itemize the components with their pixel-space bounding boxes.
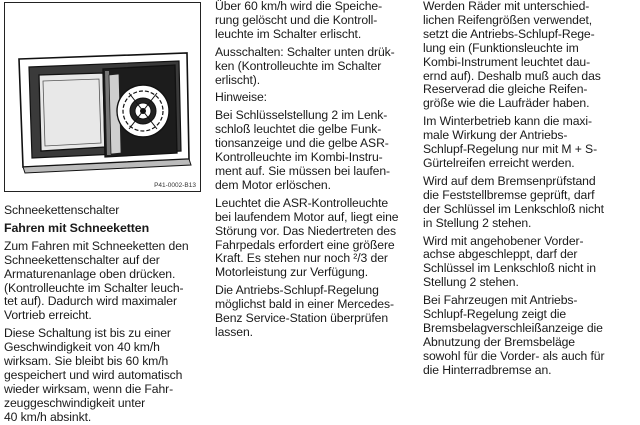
text-line: dem Motor erlöschen. bbox=[215, 177, 331, 192]
paragraph bbox=[215, 197, 415, 280]
text-line: achse abgeschleppt, darf der bbox=[423, 247, 578, 262]
notes-heading: Hinweise: bbox=[215, 90, 267, 105]
text-line: Schneekettenschalter auf der bbox=[4, 252, 160, 267]
figure-code: P41-0002-B13 bbox=[154, 182, 196, 189]
text-line: Vortrieb erreicht. bbox=[4, 308, 92, 323]
text-line: Störung vor. Das Niedertreten des bbox=[215, 223, 396, 238]
text-line: wieder wirksam, wenn die Fahr- bbox=[4, 381, 174, 396]
text-line: Über 60 km/h wird die Speiche- bbox=[215, 0, 383, 13]
text-line: Kraft. Es stehen nur noch ²/3 der bbox=[215, 251, 388, 266]
text-line: lung ein (Funktionsleuchte im bbox=[423, 40, 579, 55]
text-line: Abnutzung der Bremsbeläge bbox=[423, 334, 575, 349]
text-line: lassen. bbox=[215, 324, 253, 339]
text-line: ment auf. Sie müssen bei laufen- bbox=[215, 163, 390, 178]
text-line: Reserverad die gleiche Reifen- bbox=[423, 82, 588, 97]
paragraph bbox=[4, 327, 204, 424]
paragraph bbox=[423, 175, 637, 231]
column-middle bbox=[215, 0, 415, 340]
figure-caption: Schneekettenschalter bbox=[4, 203, 120, 217]
text-line: 40 km/h absinkt. bbox=[4, 409, 92, 424]
text-line: Fahrpedals erfordert eine größere bbox=[215, 237, 395, 252]
paragraph bbox=[4, 240, 204, 323]
snow-chain-switch-figure bbox=[4, 2, 201, 192]
paragraph bbox=[423, 294, 637, 377]
text-line: Schlüssel im Lenkschloß nicht in bbox=[423, 261, 596, 276]
text-line: ken (Kontrolleuchte im Schalter bbox=[215, 58, 382, 73]
text-line: male Wirkung der Antriebs- bbox=[423, 128, 568, 143]
text-line: leuchte im Schalter erlischt. bbox=[215, 26, 362, 41]
text-line: Armaturenanlage oben drücken. bbox=[4, 266, 176, 281]
paragraph bbox=[215, 46, 415, 88]
text-line: Wird mit angehobener Vorder- bbox=[423, 233, 584, 248]
text-line: Kontrolleuchte im Kombi-Instru- bbox=[215, 150, 383, 165]
text-line: lichen Reifengrößen verwendet, bbox=[423, 12, 593, 27]
text-line: Ausschalten: Schalter unten drük- bbox=[215, 44, 395, 59]
text-line: ernd auf). Deshalb muß auch das bbox=[423, 68, 601, 83]
snow-chain-switch-illustration bbox=[5, 3, 200, 191]
text-line: Benz Service-Station überprüfen bbox=[215, 311, 389, 326]
text-line: Schlupf-Regelung nur mit M + S- bbox=[423, 142, 598, 157]
paragraph bbox=[215, 91, 415, 105]
text-line: tet auf). Dadurch wird maximaler bbox=[4, 294, 177, 309]
text-line: sowohl für die Vorder- als auch für bbox=[423, 348, 605, 363]
text-line: möglichst bald in einer Mercedes- bbox=[215, 297, 394, 312]
snow-chain-tire-icon bbox=[117, 85, 169, 137]
text-line: bei laufendem Motor auf, liegt eine bbox=[215, 209, 399, 224]
column-left bbox=[4, 0, 204, 425]
text-line: erlischt). bbox=[215, 72, 261, 87]
text-line: größe wie die Laufräder haben. bbox=[423, 96, 590, 111]
text-line: zeuggeschwindigkeit unter bbox=[4, 395, 146, 410]
paragraph bbox=[423, 115, 637, 171]
text-line: gespeichert und wird automatisch bbox=[4, 367, 183, 382]
paragraph bbox=[423, 235, 637, 291]
text-line: Gürtelreifen erreicht werden. bbox=[423, 155, 575, 170]
text-line: Im Winterbetrieb kann die maxi- bbox=[423, 114, 592, 129]
text-line: setzt die Antriebs-Schlupf-Rege- bbox=[423, 26, 595, 41]
paragraph bbox=[215, 109, 415, 192]
text-line: Die Antriebs-Schlupf-Regelung bbox=[215, 283, 379, 298]
text-line: Geschwindigkeit von 40 km/h bbox=[4, 340, 160, 355]
text-line: Schlupf-Regelung zeigt die bbox=[423, 307, 567, 322]
text-line: die Hinterradbremse an. bbox=[423, 362, 552, 377]
paragraph bbox=[215, 284, 415, 340]
section-heading: Fahren mit Schneeketten bbox=[4, 220, 150, 235]
text-line: Zum Fahren mit Schneeketten den bbox=[4, 238, 189, 253]
paragraph bbox=[215, 0, 415, 42]
text-line: Leuchtet die ASR-Kontrolleuchte bbox=[215, 195, 389, 210]
text-line: Motorleistung zur Verfügung. bbox=[215, 265, 369, 280]
text-line: tionsanzeige und die gelbe ASR- bbox=[215, 136, 389, 151]
column-right bbox=[423, 0, 637, 378]
text-line: Diese Schaltung ist bis zu einer bbox=[4, 326, 171, 341]
text-line: wirksam. Sie bleibt bis 60 km/h bbox=[4, 354, 169, 369]
text-line: rung gelöscht und die Kontroll- bbox=[215, 12, 378, 27]
text-line: Bei Fahrzeugen mit Antriebs- bbox=[423, 293, 578, 308]
text-line: (Kontrolleuchte im Schalter leuch- bbox=[4, 280, 184, 295]
paragraph bbox=[423, 0, 637, 111]
text-line: Werden Räder mit unterschied- bbox=[423, 0, 590, 13]
text-line: Wird auf dem Bremsenprüfstand bbox=[423, 173, 596, 188]
text-line: die Feststellbremse geprüft, darf bbox=[423, 187, 595, 202]
text-line: Stellung 2 stehen. bbox=[423, 275, 519, 290]
text-line: Kombi-Instrument leuchtet dau- bbox=[423, 54, 591, 69]
text-line: Bei Schlüsselstellung 2 im Lenk- bbox=[215, 108, 388, 123]
text-line: Bremsbelagverschleißanzeige die bbox=[423, 320, 603, 335]
text-line: der Schlüssel im Lenkschloß nicht bbox=[423, 201, 604, 216]
text-line: schloß leuchtet die gelbe Funk- bbox=[215, 122, 382, 137]
text-line: in Stellung 2 stehen. bbox=[423, 215, 532, 230]
